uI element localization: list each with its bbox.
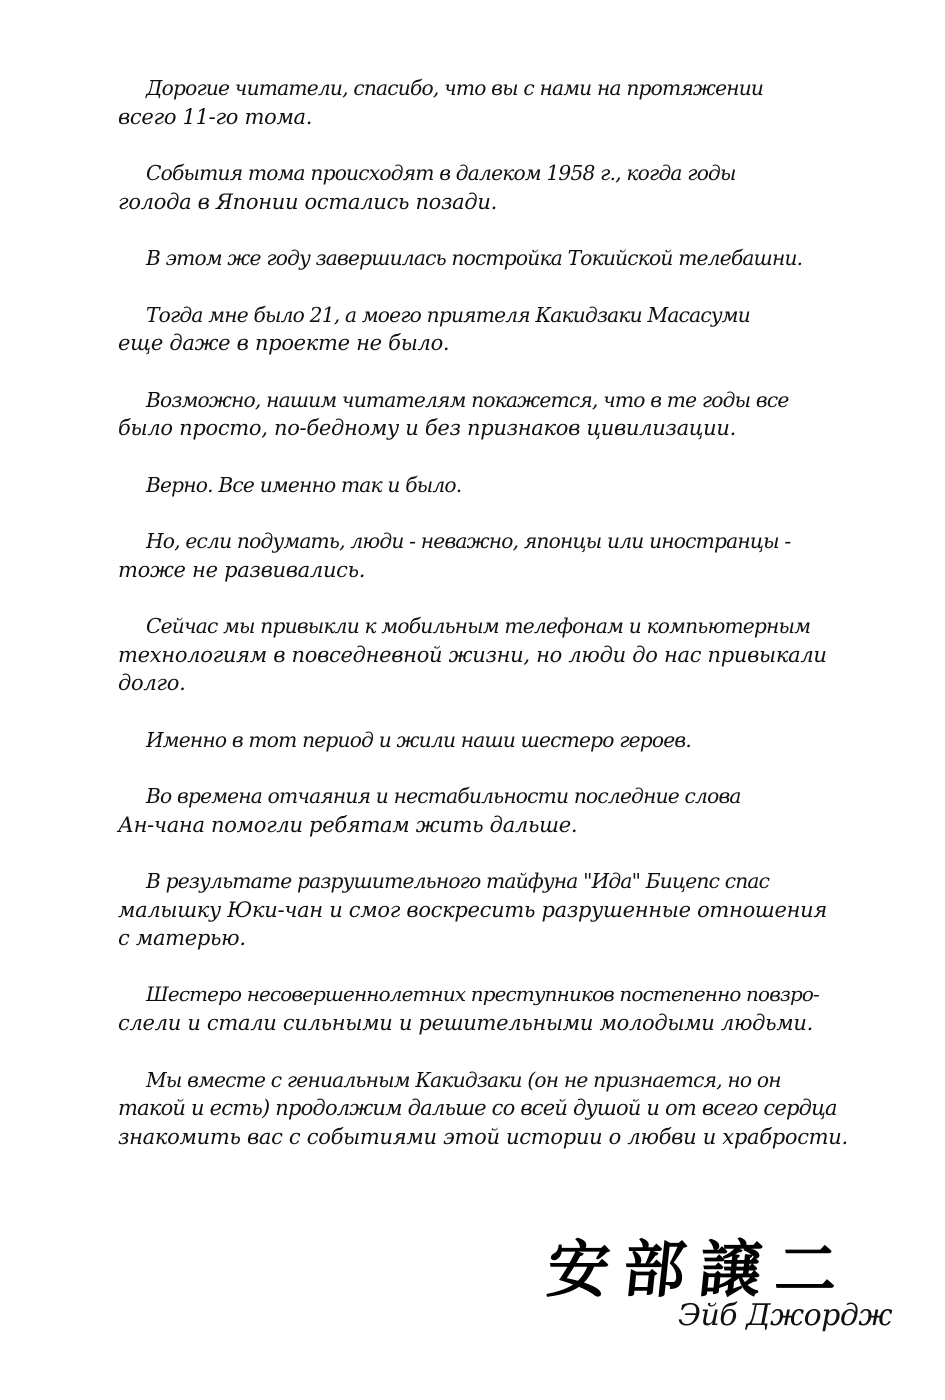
paragraph-line: слели и стали сильными и решительными молодыми людьми. — [118, 1011, 814, 1035]
paragraph-line: знакомить вас с событиями этой истории о любви и храбрости. — [118, 1124, 848, 1149]
paragraph-line: Дорогие читатели, спасибо, что вы с нами на протяжении — [146, 76, 764, 100]
letter-paragraph — [118, 527, 848, 584]
signature-name: Эйб Джордж — [678, 1298, 892, 1333]
letter-paragraph — [118, 1066, 848, 1152]
paragraph-line: еще даже в проекте не было. — [118, 331, 450, 355]
letter-paragraph — [118, 386, 848, 443]
paragraph-line: Но, если подумать, люди - неважно, японцы или иностранцы - — [146, 529, 791, 553]
letter-paragraph — [118, 782, 848, 839]
signature-kanji: 安部譲二 — [543, 1233, 856, 1306]
paragraph-line: События тома происходят в далеком 1958 г., когда годы — [146, 161, 736, 185]
paragraph-line: Во времена отчаяния и нестабильности последние слова — [146, 784, 741, 808]
letter-paragraph — [118, 244, 848, 273]
signature-block — [540, 1220, 892, 1360]
paragraph-line: малышку Юки-чан и смог воскресить разрушенные отношения — [118, 897, 828, 922]
letter-paragraph — [118, 74, 848, 131]
letter-paragraph — [118, 301, 848, 358]
paragraph-line: Сейчас мы привыкли к мобильным телефонам и компьютерным — [146, 614, 811, 638]
paragraph-line: Именно в тот период и жили наши шестеро героев. — [146, 727, 691, 752]
paragraph-line: Ан-чана помогли ребятам жить дальше. — [118, 812, 578, 837]
paragraph-line: всего 11-го тома. — [118, 104, 313, 129]
paragraph-line: было просто, по-бедному и без признаков цивилизации. — [118, 416, 736, 440]
letter-body — [118, 74, 848, 1179]
paragraph-line: В этом же году завершилась постройка Токийской телебашни. — [146, 246, 803, 270]
letter-paragraph — [118, 981, 848, 1038]
paragraph-line: Тогда мне было 21, а моего приятеля Какидзаки Масасуми — [146, 302, 750, 327]
paragraph-line: Мы вместе с гениальным Какидзаки (он не признается, но он — [146, 1067, 781, 1092]
paragraph-line: долго. — [118, 671, 186, 695]
letter-paragraph — [118, 867, 848, 953]
letter-paragraph — [118, 159, 848, 216]
paragraph-line: технологиям в повседневной жизни, но люди до нас привыкали — [118, 642, 827, 667]
paragraph-line: Верно. Все именно так и было. — [146, 472, 462, 497]
paragraph-line: Возможно, нашим читателям покажется, что в те годы все — [146, 387, 789, 412]
letter-paragraph — [118, 612, 848, 698]
letter-paragraph — [118, 471, 848, 500]
paragraph-line: В результате разрушительного тайфуна "Ида" Бицепс спас — [146, 869, 770, 893]
paragraph-line: такой и есть) продолжим дальше со всей душой и от всего сердца — [118, 1096, 837, 1120]
paragraph-line: с матерью. — [118, 926, 246, 950]
paragraph-line: тоже не развивались. — [118, 557, 366, 582]
paragraph-line: Шестеро несовершеннолетних преступников постепенно повзро- — [146, 982, 819, 1006]
paragraph-line: голода в Японии остались позади. — [118, 189, 498, 214]
letter-paragraph — [118, 726, 848, 755]
